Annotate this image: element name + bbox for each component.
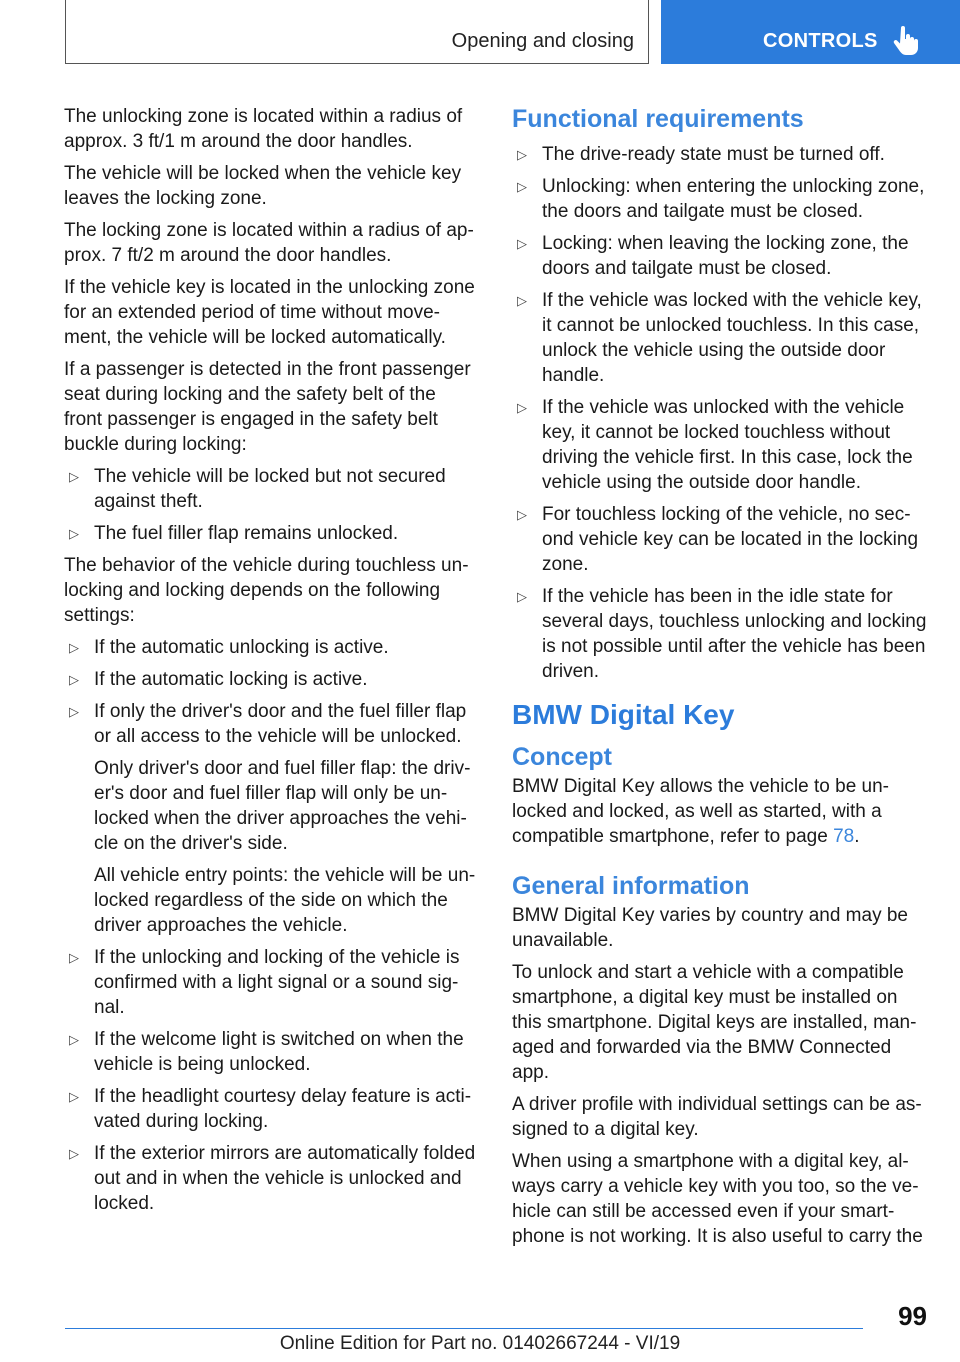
- page-number: 99: [898, 1301, 927, 1331]
- heading-concept: Concept: [512, 743, 612, 771]
- list-item: ▷ If the automatic locking is active.: [69, 669, 368, 690]
- header-section-box: [65, 0, 649, 64]
- triangle-bullet-icon: ▷: [69, 1032, 79, 1047]
- triangle-bullet-icon: ▷: [69, 672, 79, 687]
- paragraph: BMW Digital Key allows the vehicle to be un‐locked and locked, as well as started, with a compatible smartphone, refer to page 78.: [512, 776, 889, 847]
- triangle-bullet-icon: ▷: [517, 236, 527, 251]
- triangle-bullet-icon: ▷: [517, 589, 527, 604]
- list-item: ▷ The vehicle will be locked but not secured against theft.: [69, 466, 446, 512]
- paragraph: To unlock and start a vehicle with a compatible smartphone, a digital key must be installed on this smartphone. Digital keys are installed, man‐aged and forwarded via the BMW Connected app.: [512, 962, 917, 1083]
- left-column: [64, 104, 476, 1223]
- triangle-bullet-icon: ▷: [69, 950, 79, 965]
- list-item: ▷ Unlocking: when entering the unlocking zone, the doors and tailgate must be closed.: [517, 176, 925, 222]
- list-item: ▷ If the vehicle was unlocked with the vehicle key, it cannot be locked touchless without driving the vehicle first. In this case, lock the vehicle using the outside door handle.: [517, 397, 913, 493]
- footer-divider: [65, 1328, 863, 1329]
- sub-paragraph: All vehicle entry points: the vehicle will be un‐locked regardless of the side on which the driver approaches the vehicle.: [94, 865, 476, 936]
- triangle-bullet-icon: ▷: [517, 400, 527, 415]
- sub-paragraph: Only driver's door and fuel filler flap: the driv‐er's door and fuel filler flap will only be un‐locked when the driver approaches the vehi‐cle on the driver's side.: [94, 758, 471, 854]
- paragraph: When using a smartphone with a digital key, al‐ways carry a vehicle key with you too, so the ve‐hicle can still be accessed even if your smart‐phone is not working. It is also useful to carry the: [512, 1151, 923, 1247]
- triangle-bullet-icon: ▷: [69, 526, 79, 541]
- triangle-bullet-icon: ▷: [517, 507, 527, 522]
- page-reference-link[interactable]: 78: [833, 826, 855, 847]
- chapter-title: CONTROLS: [763, 30, 878, 52]
- triangle-bullet-icon: ▷: [517, 293, 527, 308]
- triangle-bullet-icon: ▷: [69, 469, 79, 484]
- list-item: ▷ If only the driver's door and the fuel filler flap or all access to the vehicle will be unlocked.: [69, 701, 467, 747]
- heading-bmw-digital-key: BMW Digital Key: [512, 699, 735, 730]
- paragraph: The locking zone is located within a radius of ap‐prox. 7 ft/2 m around the door handles.: [64, 220, 474, 266]
- footer-edition: Online Edition for Part no. 01402667244 - VI/19: [279, 1333, 681, 1354]
- list-item: ▷ Locking: when leaving the locking zone, the doors and tailgate must be closed.: [517, 233, 909, 279]
- paragraph: The unlocking zone is located within a radius of approx. 3 ft/1 m around the door handles.: [64, 106, 463, 152]
- list-item: ▷ If the exterior mirrors are automatically folded out and in when the vehicle is unlocked and locked.: [69, 1143, 476, 1214]
- list-item: ▷ The drive-ready state must be turned off.: [517, 144, 885, 165]
- header-chapter-tab: [661, 0, 960, 64]
- list-item: ▷ If the welcome light is switched on when the vehicle is being unlocked.: [69, 1029, 464, 1075]
- list-item: ▷ For touchless locking of the vehicle, no sec‐ond vehicle key can be located in the locking zone.: [517, 504, 919, 575]
- paragraph: If a passenger is detected in the front passenger seat during locking and the safety belt of the front passenger is engaged in the safety belt buckle during locking:: [64, 359, 471, 455]
- section-title: Opening and closing: [451, 30, 634, 52]
- paragraph: The behavior of the vehicle during touchless un‐locking and locking depends on the following settings:: [64, 555, 469, 626]
- paragraph: A driver profile with individual settings can be as‐signed to a digital key.: [512, 1094, 922, 1140]
- list-item: ▷ If the automatic unlocking is active.: [69, 637, 389, 658]
- triangle-bullet-icon: ▷: [69, 640, 79, 655]
- triangle-bullet-icon: ▷: [517, 179, 527, 194]
- list-item: ▷ If the vehicle has been in the idle state for several days, touchless unlocking and locking is not possible until after the vehicle has been driven.: [517, 586, 927, 682]
- list-item: ▷ If the unlocking and locking of the vehicle is confirmed with a light signal or a sound sig‐nal.: [69, 947, 460, 1018]
- paragraph: If the vehicle key is located in the unlocking zone for an extended period of time without move‐ment, the vehicle will be locked automatically.: [64, 277, 475, 348]
- triangle-bullet-icon: ▷: [69, 704, 79, 719]
- paragraph: The vehicle will be locked when the vehicle key leaves the locking zone.: [64, 163, 462, 209]
- heading-general-information: General information: [512, 872, 750, 900]
- triangle-bullet-icon: ▷: [69, 1089, 79, 1104]
- heading-functional-requirements: Functional requirements: [512, 105, 804, 133]
- right-column: [512, 104, 932, 1256]
- list-item: ▷ If the headlight courtesy delay feature is acti‐vated during locking.: [69, 1086, 472, 1132]
- list-item: ▷ The fuel filler flap remains unlocked.: [69, 523, 399, 544]
- list-item: ▷ If the vehicle was locked with the vehicle key, it cannot be unlocked touchless. In this case, unlock the vehicle using the outside door handle.: [517, 290, 922, 386]
- paragraph: BMW Digital Key varies by country and may be unavailable.: [512, 905, 908, 951]
- triangle-bullet-icon: ▷: [69, 1146, 79, 1161]
- triangle-bullet-icon: ▷: [517, 147, 527, 162]
- hand-pointer-icon: [893, 26, 919, 56]
